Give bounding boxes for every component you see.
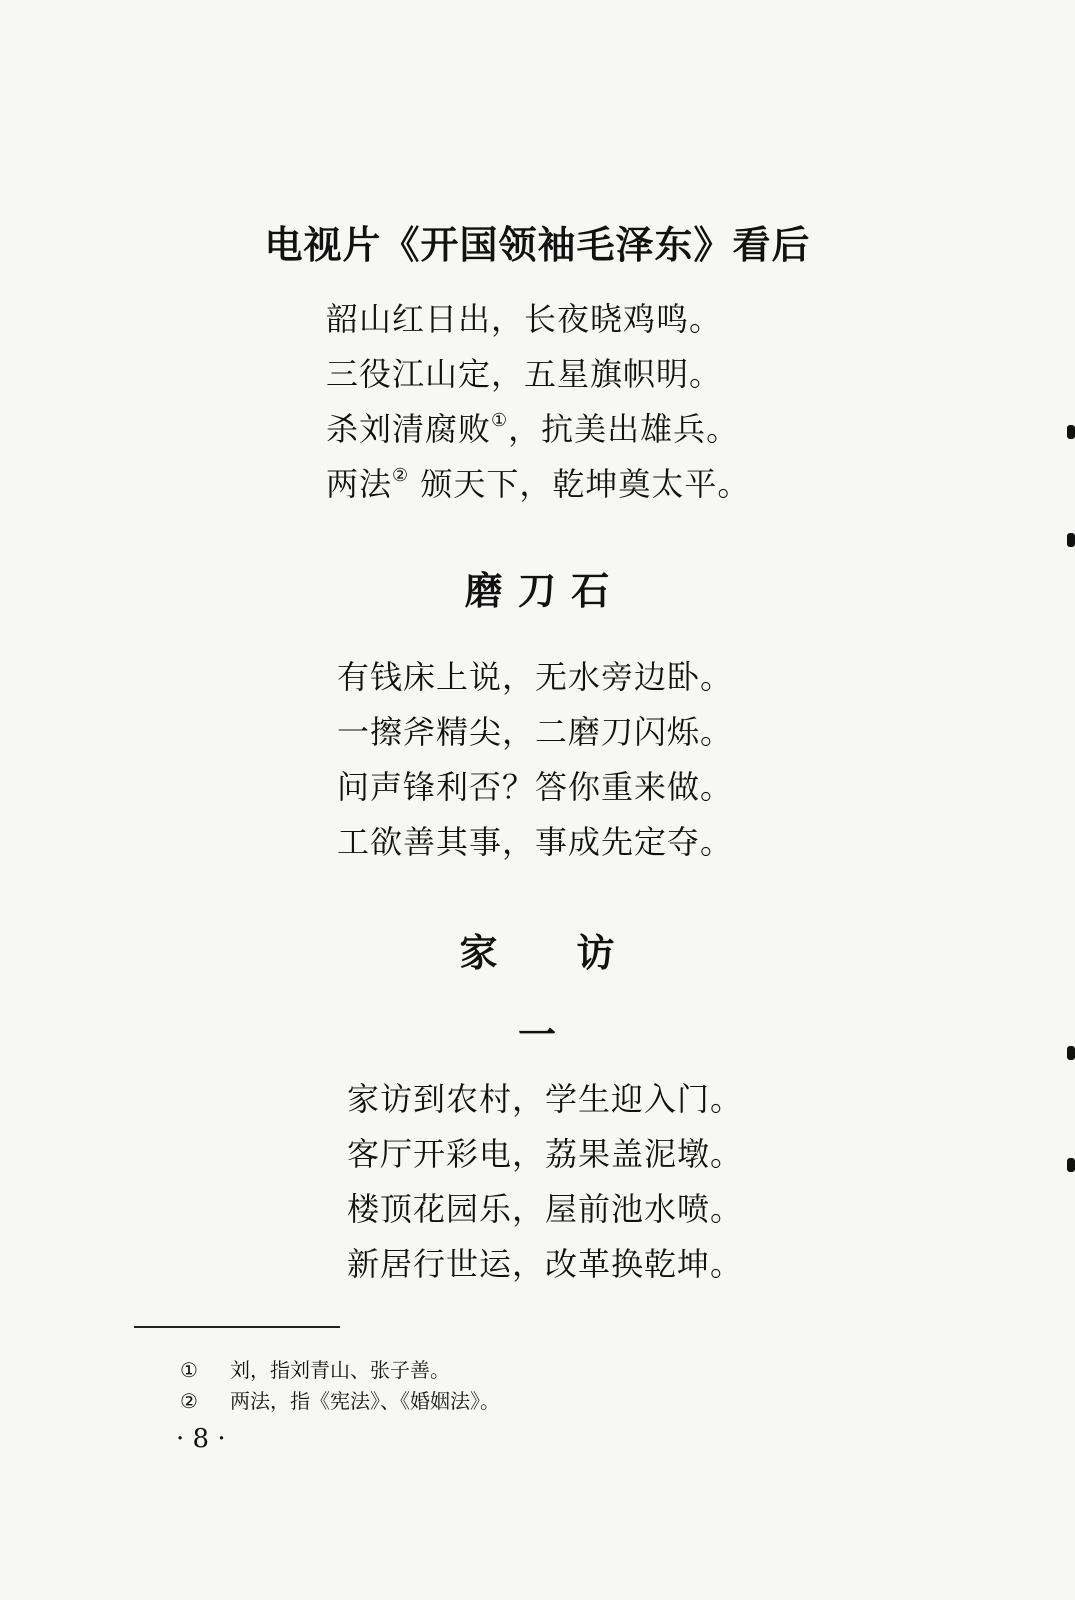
footnote-ref: ①	[491, 410, 509, 431]
poem-line: 客厅开彩电，荔果盖泥墩。	[347, 1135, 744, 1173]
poem-line: 楼顶花园乐，屋前池水喷。	[347, 1190, 744, 1228]
poem-title-modaoshi: 磨 刀 石	[464, 569, 611, 613]
scan-edge-mark	[1067, 533, 1075, 547]
scan-edge-mark	[1067, 1046, 1075, 1060]
footnote-1	[180, 1354, 450, 1383]
footnote-text: 两法，指《宪法》、《婚姻法》。	[230, 1389, 500, 1413]
poem-title-jiafang: 家 访	[459, 931, 616, 975]
poem-line-text: 两法	[326, 465, 393, 503]
poem-line: 新居行世运，改革换乾坤。	[347, 1245, 744, 1283]
poem-line: 三役江山定，五星旗帜明。	[326, 355, 723, 393]
poem-section-number: 一	[517, 1013, 557, 1057]
poem-body-jiafang	[347, 1072, 743, 1292]
poem-line: 一擦斧精尖，二磨刀闪烁。	[337, 713, 734, 751]
page-number: · 8 ·	[176, 1424, 226, 1454]
footnote-text: 刘，指刘青山、张子善。	[230, 1358, 450, 1382]
poem-line-text: 颁天下，乾坤奠太平。	[409, 465, 751, 503]
footnote-divider	[134, 1326, 340, 1328]
poem-line-text: 杀刘清腐败	[326, 410, 492, 448]
poem-body-kaiguo	[326, 292, 750, 512]
poem-line	[326, 457, 750, 512]
footnote-mark: ①	[180, 1358, 198, 1382]
scan-edge-mark	[1067, 1158, 1075, 1172]
poem-line: 家访到农村，学生迎入门。	[347, 1080, 744, 1118]
poem-title-kaiguo: 电视片《开国领袖毛泽东》看后	[264, 223, 811, 267]
poem-line: 工欲善其事，事成先定夺。	[337, 823, 734, 861]
poem-line: 韶山红日出，长夜晓鸡鸣。	[326, 300, 723, 338]
poem-line	[326, 402, 750, 457]
footnote-ref: ②	[392, 465, 410, 486]
poem-line-text: ，抗美出雄兵。	[508, 410, 740, 448]
footnote-mark: ②	[180, 1389, 198, 1413]
footnote-2	[180, 1385, 500, 1414]
poem-body-modaoshi	[337, 650, 733, 870]
poem-line: 问声锋利否？答你重来做。	[337, 768, 734, 806]
poem-line: 有钱床上说，无水旁边卧。	[337, 658, 734, 696]
scan-edge-mark	[1067, 425, 1075, 439]
